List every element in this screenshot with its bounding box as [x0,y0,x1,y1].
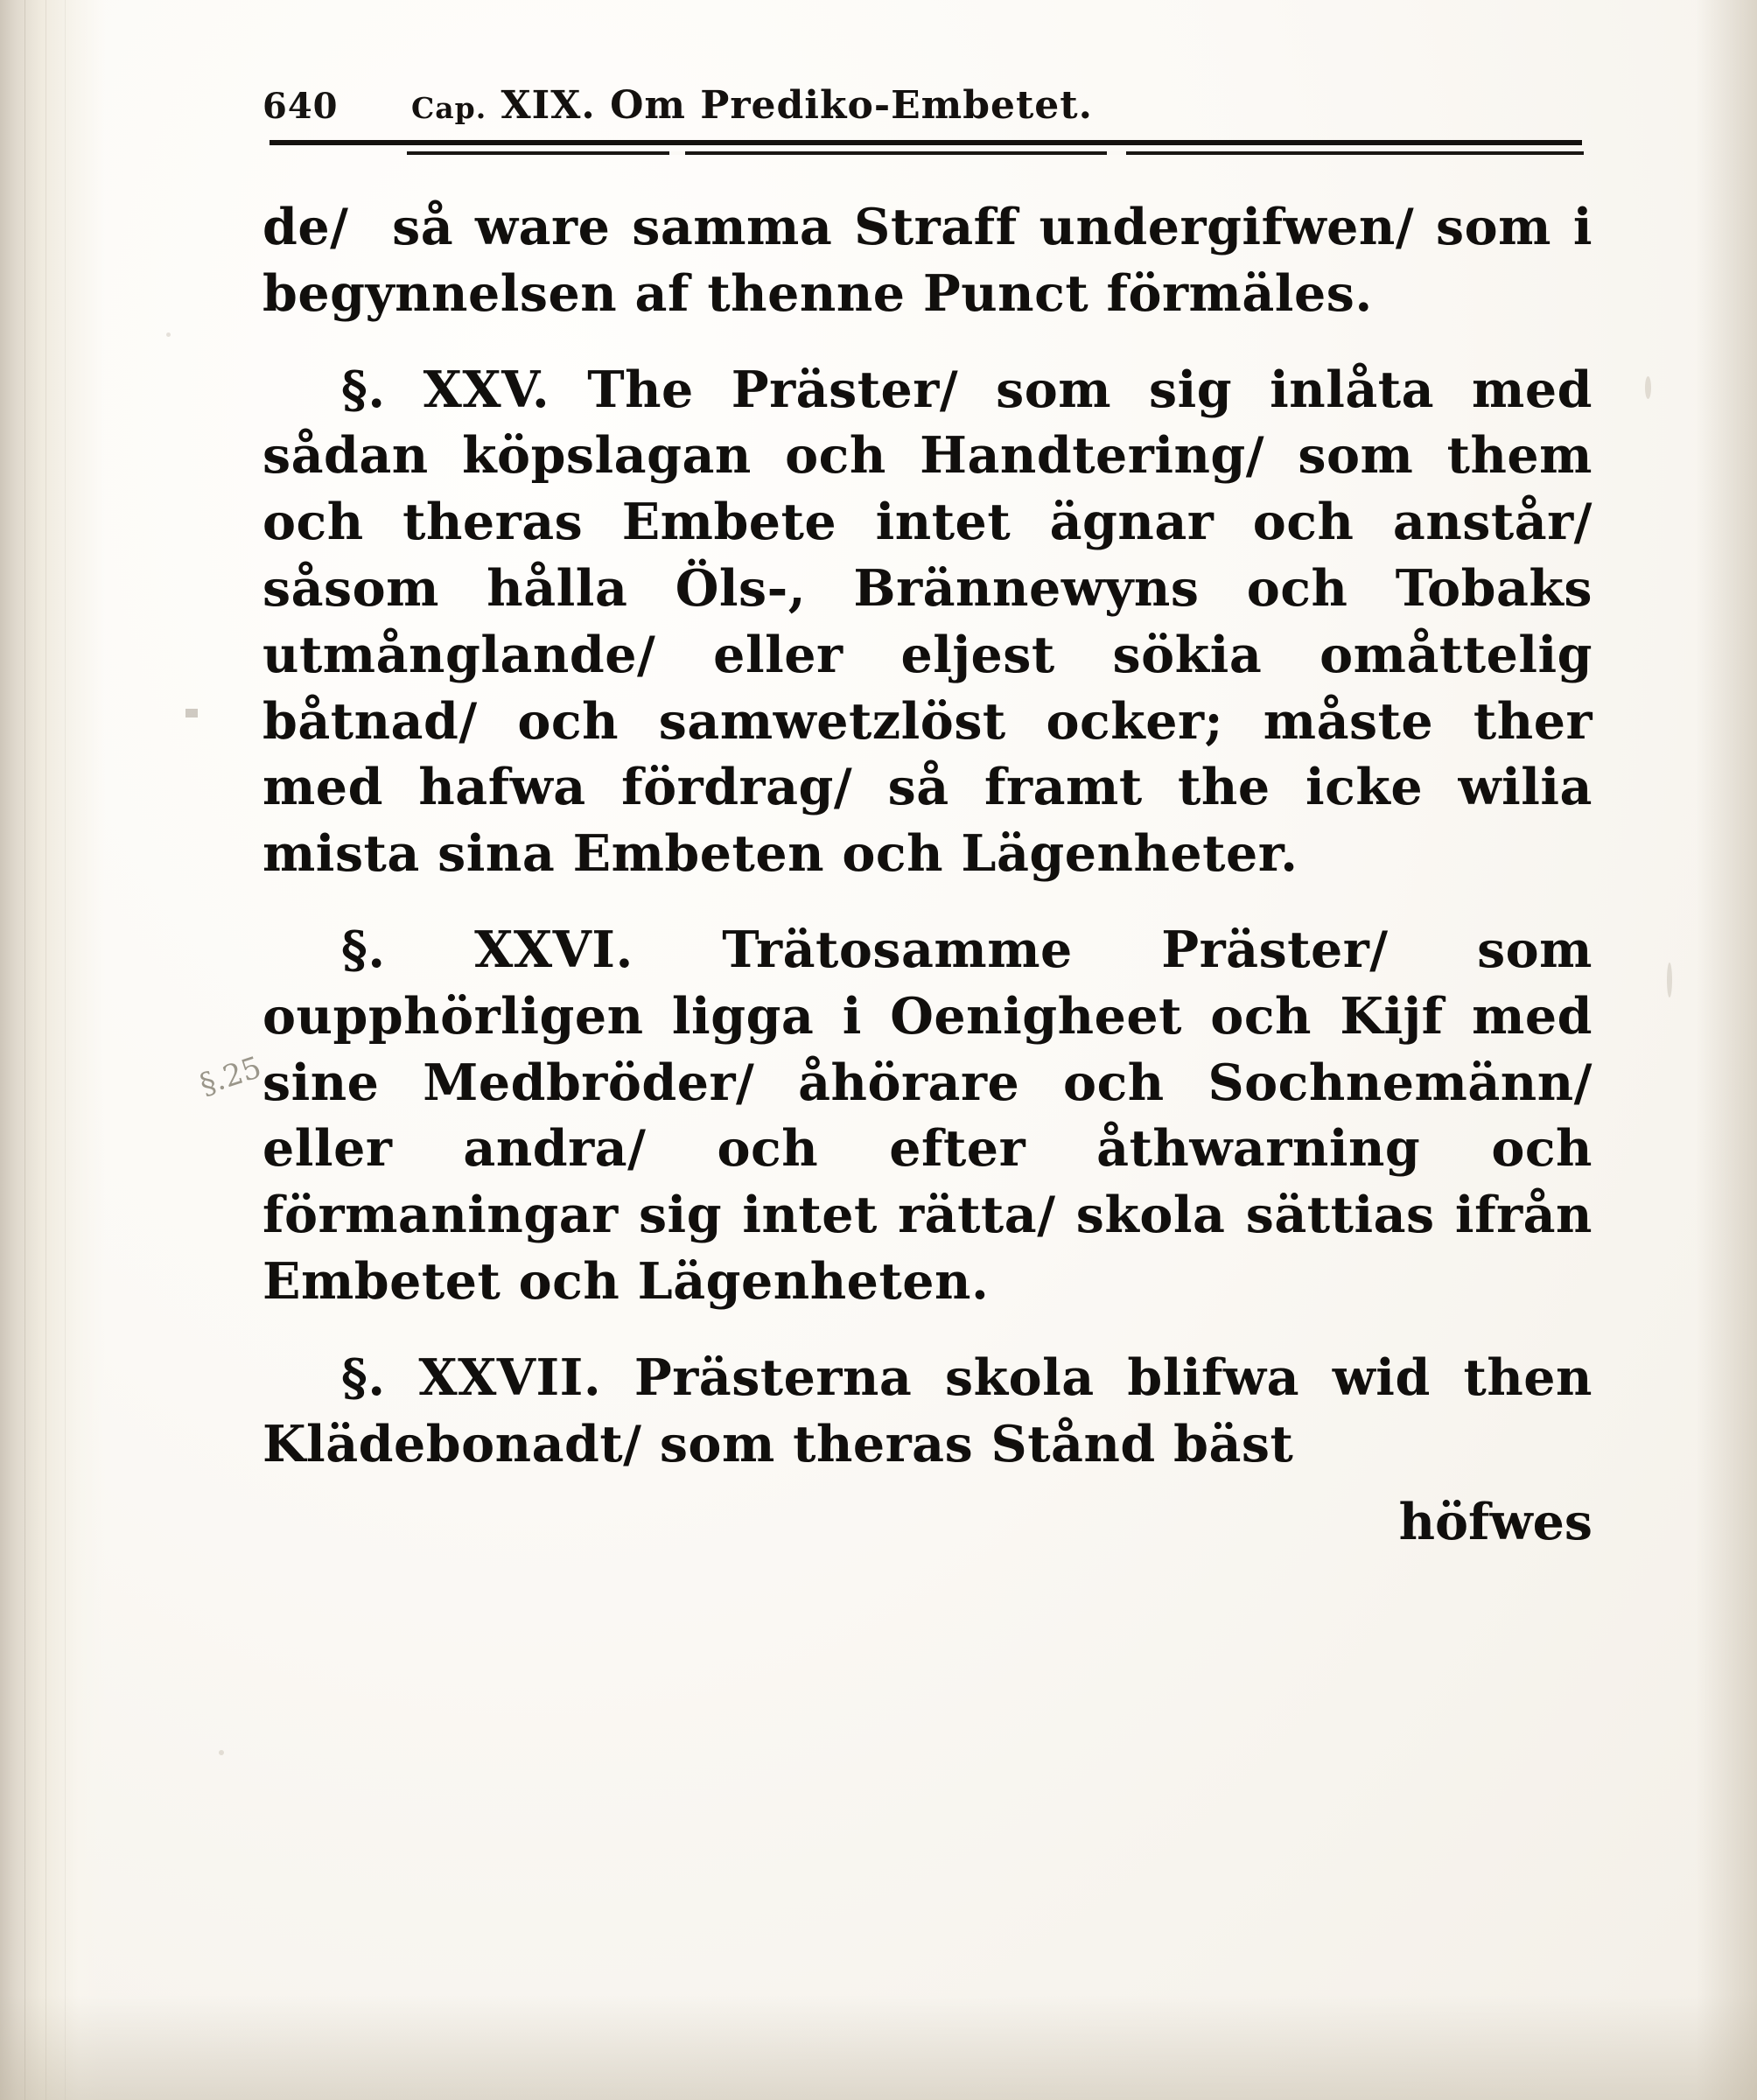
paragraph-text: Prästerna skola blifwa wid then Klädebonadt/ som theras Stånd bäst [262,1348,1592,1474]
paragraph-section-27 [262,1345,1592,1478]
paragraph-text: Trätosamme Präster/ som oupphörligen ligga i Oenigheet och Kijf med sine Medbröder/ åhörare och Sochnemänn/ eller andra/ och efter åthwarning och förmaningar sig intet rätta/ skola sättias ifrån Embetet och Lägenheten. [262,920,1592,1311]
text-block [262,83,1592,1551]
page-edge-shadow-right [1696,0,1757,2100]
folio-number: 640 [262,86,339,127]
header-rule-thin [407,151,1584,155]
binding-gutter [0,0,105,2100]
gutter-line [65,0,66,2100]
catchword: höfwes [1398,1493,1592,1552]
section-marker: §. XXVII. [341,1348,602,1407]
paper-speckle [1667,962,1672,998]
section-marker: §. XXVI. [341,920,634,979]
header-rule-thick [270,140,1582,145]
paragraph-text: de/ så ware samma Straff undergifwen/ som i begynnelsen af thenne Punct förmäles. [262,198,1592,323]
running-head-prefix: Cap. [411,91,487,125]
running-head-title: Om Prediko-Embetet. [610,83,1093,128]
paper-speckle [219,1750,224,1755]
paragraph-section-26 [262,917,1592,1315]
running-head-chapter: XIX. [500,83,596,128]
page-edge-shadow-bottom [0,1995,1757,2100]
running-head [411,83,1093,128]
gutter-line [24,0,25,2100]
paper-speckle [1645,376,1651,399]
section-marker: §. XXV. [341,360,550,419]
paragraph-text: The Präster/ som sig inlåta med sådan köpslagan och Handtering/ som them och theras Embete intet ägnar och anstår/ såsom hålla Öls-, Brännewyns och Tobaks utmånglande/ eller eljest sökia omåttelig båtnad/ och samwetzlöst ocker; måste ther med hafwa fördrag/ så framt the icke wilia mista sina Embeten och Lägenheter. [262,360,1592,884]
paragraph-section-25 [262,357,1592,887]
header-rules [262,140,1592,159]
paper-speckle [166,332,171,337]
margin-mark [186,709,198,718]
paragraph-catchword-continuation [262,194,1592,327]
page-header [262,83,1592,128]
pencil-annotation: §.25 [195,1049,266,1103]
